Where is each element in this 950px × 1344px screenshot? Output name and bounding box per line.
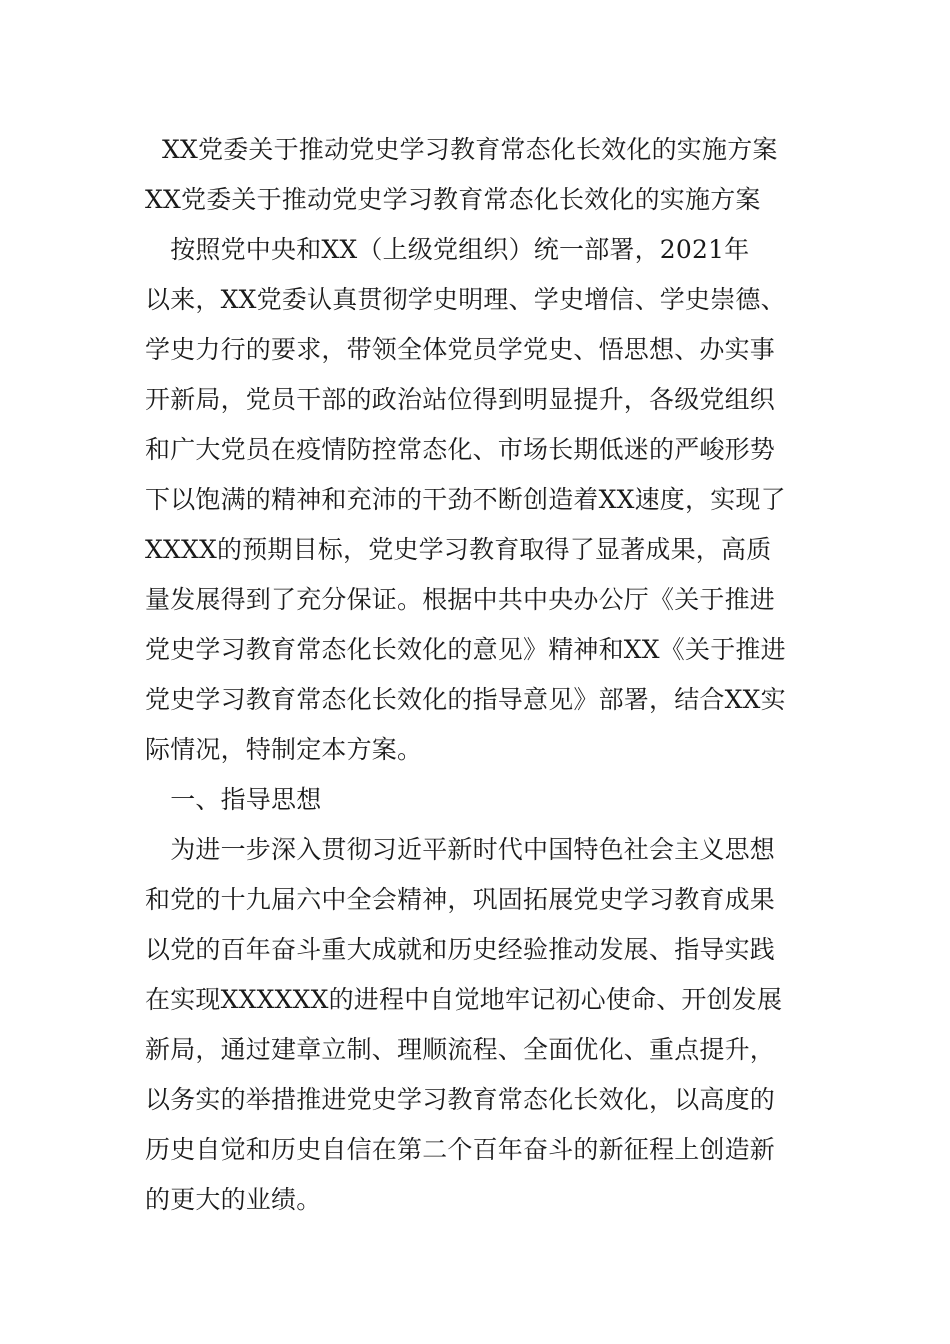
paragraph-line: 党史学习教育常态化长效化的指导意见》部署，结合XX实 [145, 685, 786, 714]
paragraph-line: 以来，XX党委认真贯彻学史明理、学史增信、学史崇德、 [145, 285, 786, 314]
paragraph-line: 和党的十九届六中全会精神，巩固拓展党史学习教育成果 [145, 885, 776, 914]
paragraph-line: 历史自觉和历史自信在第二个百年奋斗的新征程上创造新 [145, 1135, 776, 1164]
document-title-line-1: XX党委关于推动党史学习教育常态化长效化的实施方案 [162, 135, 778, 164]
paragraph-line: 开新局，党员干部的政治站位得到明显提升，各级党组织 [145, 385, 776, 414]
paragraph-line: 的更大的业绩。 [145, 1185, 322, 1214]
paragraph-line: 以党的百年奋斗重大成就和历史经验推动发展、指导实践 [145, 935, 776, 964]
paragraph-line: 在实现XXXXXX的进程中自觉地牢记初心使命、开创发展 [145, 985, 783, 1014]
section-heading: 一、指导思想 [145, 785, 322, 814]
paragraph-line: 以务实的举措推进党史学习教育常态化长效化，以高度的 [145, 1085, 776, 1114]
paragraph-line: 学史力行的要求，带领全体党员学党史、悟思想、办实事 [145, 335, 776, 364]
paragraph-line: 党史学习教育常态化长效化的意见》精神和XX《关于推进 [145, 635, 786, 664]
paragraph-line: 下以饱满的精神和充沛的干劲不断创造着XX速度，实现了 [145, 485, 786, 514]
paragraph-line: 量发展得到了充分保证。根据中共中央办公厅《关于推进 [145, 585, 776, 614]
paragraph-line: 和广大党员在疫情防控常态化、市场长期低迷的严峻形势 [145, 435, 776, 464]
paragraph-line: 按照党中央和XX（上级党组织）统一部署，2021年 [145, 235, 750, 264]
paragraph-line: 新局，通过建章立制、理顺流程、全面优化、重点提升， [145, 1035, 776, 1064]
paragraph-line: 为进一步深入贯彻习近平新时代中国特色社会主义思想 [145, 835, 776, 864]
paragraph-line: 际情况，特制定本方案。 [145, 735, 423, 764]
document-title-line-2: XX党委关于推动党史学习教育常态化长效化的实施方案 [145, 185, 761, 214]
paragraph-line: XXXX的预期目标，党史学习教育取得了显著成果，高质 [145, 535, 772, 564]
